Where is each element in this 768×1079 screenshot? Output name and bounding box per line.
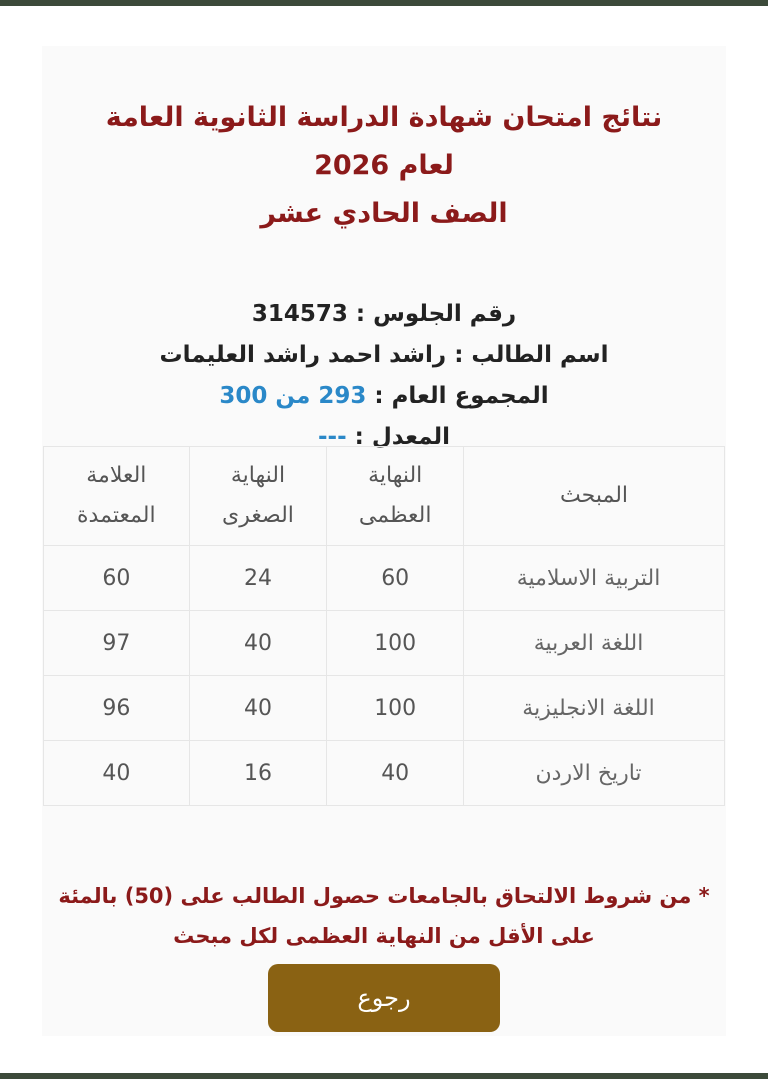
cell-min: 40 [189,611,327,676]
cell-max: 100 [327,676,464,741]
results-table [43,446,725,806]
back-button[interactable]: رجوع [268,964,500,1032]
cell-approved: 40 [44,741,190,806]
top-border [0,0,768,6]
total-value: 293 من 300 [219,383,367,409]
cell-min: 40 [189,676,327,741]
table-header-row [44,447,725,546]
title-line-1: نتائج امتحان شهادة الدراسة الثانوية العامة [105,102,663,133]
cell-subject: اللغة العربية [464,611,725,676]
title-line-2: لعام 2026 [314,150,454,181]
header-subject: المبحث [464,447,725,546]
cell-min: 16 [189,741,327,806]
seat-number-value: 314573 [251,301,348,327]
cell-approved: 96 [44,676,190,741]
total-label: المجموع العام : [374,383,549,409]
cell-max: 40 [327,741,464,806]
cell-subject: التربية الاسلامية [464,546,725,611]
student-name-label: اسم الطالب : [454,342,609,368]
table-row [44,546,725,611]
header-max-mark: النهاية العظمى [327,447,464,546]
note-line-2: على الأقل من النهاية العظمى لكل مبحث [173,924,595,948]
header-approved-mark: العلامة المعتمدة [44,447,190,546]
cell-max: 100 [327,611,464,676]
student-info [42,294,726,458]
cell-max: 60 [327,546,464,611]
bottom-border [0,1073,768,1079]
average-value: --- [317,424,347,450]
total-row [42,376,726,417]
seat-number-row [42,294,726,335]
cell-subject: تاريخ الاردن [464,741,725,806]
table-row [44,611,725,676]
header-min-mark: النهاية الصغرى [189,447,327,546]
student-name-value: راشد احمد راشد العليمات [159,342,447,368]
student-name-row [42,335,726,376]
admission-note [42,876,726,956]
cell-subject: اللغة الانجليزية [464,676,725,741]
cell-approved: 97 [44,611,190,676]
cell-approved: 60 [44,546,190,611]
note-line-1: * من شروط الالتحاق بالجامعات حصول الطالب على (50) بالمئة [58,884,710,908]
table-row [44,741,725,806]
cell-min: 24 [189,546,327,611]
average-label: المعدل : [354,424,451,450]
table-row [44,676,725,741]
page-title [42,94,726,238]
title-line-3: الصف الحادي عشر [260,198,508,229]
seat-number-label: رقم الجلوس : [355,301,517,327]
